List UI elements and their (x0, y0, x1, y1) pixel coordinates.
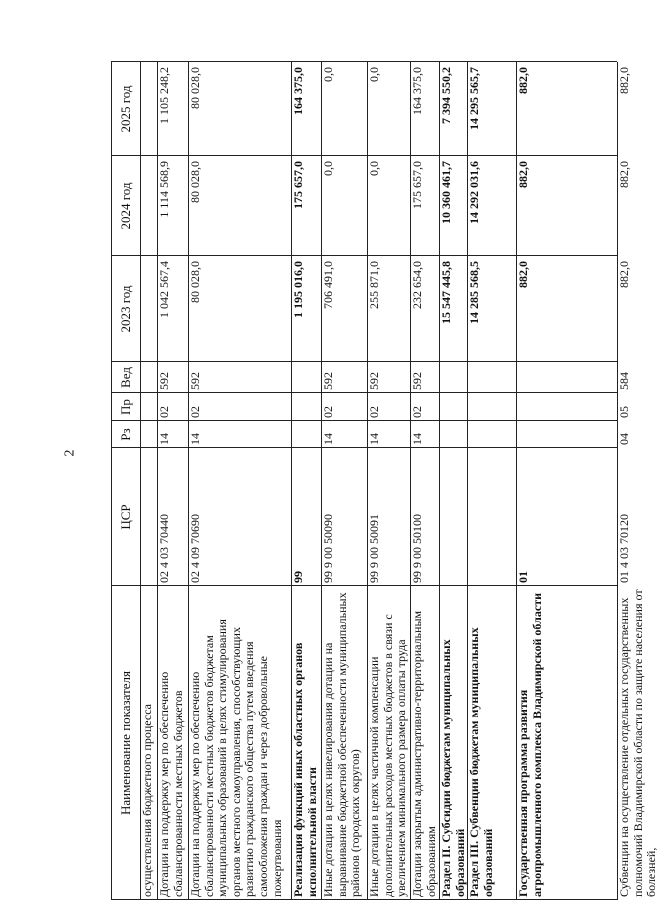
code-cell-rz: 04 (617, 433, 631, 445)
value-cell-y2025: 164 375,0 (410, 67, 424, 115)
header-cell: Пр (117, 399, 133, 415)
row-name-cell: Дотации закрытым административно-территориальным образованиям (410, 610, 438, 897)
code-cell-ved: 592 (157, 372, 171, 390)
value-cell-y2023: 706 491,0 (321, 261, 335, 309)
value-cell-y2024: 175 657,0 (410, 161, 424, 209)
value-cell-y2024: 882,0 (516, 161, 530, 188)
code-cell-csr: 99 9 00 50091 (367, 514, 381, 583)
row-name-cell: Субвенции на осуществление отдельных государственных полномочий Владимирской области по защите населения от болезней, (617, 589, 659, 897)
value-cell-y2023: 882,0 (617, 261, 631, 288)
code-cell-rz: 14 (188, 433, 202, 445)
code-cell-pr: 02 (321, 406, 335, 418)
code-cell-ved: 584 (617, 372, 631, 390)
value-cell-y2025: 882,0 (516, 67, 530, 94)
code-cell-csr: 02 4 03 70440 (157, 514, 171, 583)
row-name-cell: Реализация функций иных областных органов исполнительной власти (291, 642, 319, 897)
row-name-cell: Раздел III. Субвенции бюджетам муниципальных образований (467, 627, 495, 897)
header-cell: Вед (117, 367, 133, 388)
value-cell-y2025: 80 028,0 (188, 67, 202, 109)
value-cell-y2024: 1 114 568,9 (157, 161, 171, 218)
value-cell-y2023: 1 195 016,0 (291, 261, 305, 318)
value-cell-y2024: 10 360 461,7 (439, 161, 453, 224)
code-cell-csr: 99 9 00 50090 (321, 514, 335, 583)
code-cell-rz: 14 (157, 433, 171, 445)
code-cell-ved: 592 (367, 372, 381, 390)
code-cell-pr: 02 (367, 406, 381, 418)
value-cell-y2024: 175 657,0 (291, 161, 305, 209)
code-cell-csr: 99 (291, 571, 305, 583)
code-cell-pr: 02 (188, 406, 202, 418)
value-cell-y2023: 232 654,0 (410, 261, 424, 309)
value-cell-y2024: 882,0 (617, 161, 631, 188)
row-name-cell: Иные дотации в целях частичной компенсации дополнительных расходов местных бюджетов в связи с увеличением минимального размера оплаты труда (367, 614, 409, 897)
code-cell-csr: 01 (516, 571, 530, 583)
header-cell: 2025 год (117, 85, 133, 133)
row-name-cell: Раздел II. Субсидии бюджетам муниципальных образований (439, 639, 467, 897)
value-cell-y2025: 882,0 (617, 67, 631, 94)
row-name-cell: осуществления бюджетного процесса (140, 704, 154, 897)
value-cell-y2025: 14 295 565,7 (467, 67, 481, 130)
row-name-cell: Дотации на поддержку мер по обеспечению сбалансированности местных бюджетов бюджетам муниципальных образований в целях стимулирования органов местного самоуправления, способствующих развитию гражданского общества путем введения самообложения граждан и через добровольные пожертвования (188, 619, 284, 897)
code-cell-pr: 02 (157, 406, 171, 418)
value-cell-y2023: 882,0 (516, 261, 530, 288)
code-cell-csr: 02 4 09 70690 (188, 514, 202, 583)
page-number: 2 (62, 449, 78, 457)
budget-table (111, 62, 659, 900)
code-cell-rz: 14 (321, 433, 335, 445)
code-cell-pr: 05 (617, 406, 631, 418)
value-cell-y2023: 80 028,0 (188, 261, 202, 303)
value-cell-y2025: 7 394 550,2 (439, 67, 453, 124)
header-cell: 2023 год (117, 285, 133, 333)
value-cell-y2025: 1 105 248,2 (157, 67, 171, 124)
value-cell-y2024: 0,0 (367, 161, 381, 176)
header-cell: Наименование показателя (117, 670, 133, 816)
value-cell-y2023: 255 871,0 (367, 261, 381, 309)
code-cell-rz: 14 (410, 433, 424, 445)
value-cell-y2025: 0,0 (367, 67, 381, 82)
row-name-cell: Государственная программа развития агропромышленного комплекса Владимирской области (516, 592, 544, 897)
value-cell-y2024: 80 028,0 (188, 161, 202, 203)
value-cell-y2025: 164 375,0 (291, 67, 305, 115)
value-cell-y2023: 1 042 567,4 (157, 261, 171, 318)
header-cell: Рз (117, 428, 133, 441)
value-cell-y2024: 0,0 (321, 161, 335, 176)
header-cell: ЦСР (117, 504, 133, 530)
code-cell-csr: 01 4 03 70120 (617, 514, 631, 583)
value-cell-y2023: 14 285 568,5 (467, 261, 481, 324)
value-cell-y2025: 0,0 (321, 67, 335, 82)
value-cell-y2024: 14 292 031,6 (467, 161, 481, 224)
code-cell-csr: 99 9 00 50100 (410, 514, 424, 583)
value-cell-y2023: 15 547 445,8 (439, 261, 453, 324)
code-cell-rz: 14 (367, 433, 381, 445)
code-cell-ved: 592 (188, 372, 202, 390)
code-cell-pr: 02 (410, 406, 424, 418)
header-cell: 2024 год (117, 182, 133, 230)
code-cell-ved: 592 (321, 372, 335, 390)
row-name-cell: Дотации на поддержку мер по обеспечению сбалансированности местных бюджетов (157, 671, 185, 897)
code-cell-ved: 592 (410, 372, 424, 390)
row-name-cell: Иные дотации в целях нивелирования дотации на выравнивание бюджетной обеспеченности муниципальных районов (городских округов) (321, 592, 363, 897)
